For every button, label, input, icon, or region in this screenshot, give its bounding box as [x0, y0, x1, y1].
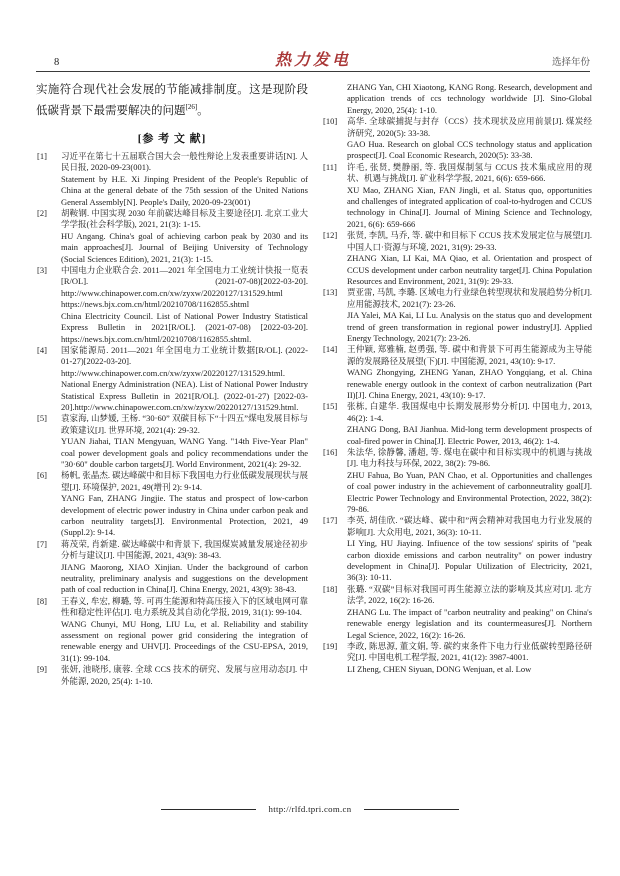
reference-body — [347, 230, 592, 287]
reference-text-zh: 胡鞍钢. 中国实现 2030 年前碳达峰目标及主要途径[J]. 北京工业大学学报(社会科学版), 2021, 21(3): 1-15. — [61, 208, 308, 230]
reference-text-zh: 李英, 胡佳欣. “碳达峰、碳中和”两会精神对我国电力行业发展的影响[J]. 大众用电, 2021, 36(3): 10-11. — [347, 515, 592, 537]
reference-text-en: HU Angang. China's goal of achieving carbon peak by 2030 and its main approaches[J]. Journal of Beijing University of Technology (Social Sciences Edition), 2021, 21(3): 1-15. — [61, 230, 308, 264]
reference-item — [36, 596, 308, 664]
reference-text-zh: 国家能源局. 2011—2021 年全国电力工业统计数据[R/OL]. (2022-01-27)[2022-03-20]. http://www.chinapower.com.cn/xw/zyxw/20220127/131529.html. — [61, 344, 308, 378]
reference-item — [36, 664, 308, 687]
reference-text-en: China Electricity Council. List of National Power Industry Statistical Express Bulletin in 2021[R/OL]. (2021-07-08) [2022-03-20]. https://news.bjx.com.cn/html/20210708/1162855.shtml. — [61, 310, 308, 344]
reference-number: [12] — [323, 230, 338, 241]
reference-text-en: YANG Fan, ZHANG Jingjie. The status and prospect of low-carbon development of electric power industry in China under carbon peak and carbon neutrality targets[J]. Environmental Protection, 2021, 49 (Suppl.2): 9-14. — [61, 493, 308, 538]
reference-number: [4] — [37, 344, 47, 355]
reference-text-en: ZHU Fahua, Bo Yuan, PAN Chao, et al. Opportunities and challenges of coal power industry in the achievement of carbonneutrality goal[J]. Electric Power Technology and Environmental Protection, 2022, 38(2): 79-86. — [347, 469, 592, 515]
reference-item — [322, 584, 592, 641]
reference-body — [61, 265, 308, 345]
reference-text-en: ZHANG Yan, CHI Xiaotong, KANG Rong. Research, development and application trends of ccs technology worldwide [J]. Sino-Global Energy, 2020, 25(4): 1-10. — [347, 82, 592, 115]
reference-number: [15] — [323, 401, 338, 412]
reference-body — [347, 401, 592, 447]
reference-text-en: LI Zheng, CHEN Siyuan, DONG Wenjuan, et al. Low — [347, 663, 532, 674]
references-list-right — [322, 82, 592, 675]
reference-text-zh: 张璐. “双碳”目标对我国可再生能源立法的影响及其应对[J]. 北方法学, 2022, 16(2): 16-26. — [347, 583, 592, 606]
reference-item — [36, 413, 308, 470]
reference-body — [61, 596, 308, 664]
reference-text-zh: 朱法华, 徐静馨, 潘超, 等. 煤电在碳中和目标实现中的机遇与挑战[J]. 电力科技与环保, 2022, 38(2): 79-86. — [347, 447, 592, 469]
reference-body — [347, 447, 592, 515]
reference-body — [61, 345, 308, 413]
reference-item — [322, 82, 592, 116]
reference-text-en: YUAN Jiahai, TIAN Mengyuan, WANG Yang. "14th Five-Year Plan" coal power development goals and policy recommendations under the "30·60" double carbon targets[J]. World Environment, 2021(4): 29-32. — [61, 436, 308, 469]
reference-body — [61, 470, 308, 538]
reference-item — [36, 208, 308, 265]
reference-url: https://news.bjx.com.cn/html/20210708/1162855.shtml — [61, 299, 250, 310]
reference-text-en: LI Ying, HU Jiaying. Infiuence of the tow sessions' spirits of "peak carbon dioxide emissions and carbon neutrality" on power industry development in China[J]. Popular Utilization of Electricity, 2021, 36(3): 10-11. — [347, 538, 592, 583]
reference-text-en: National Energy Administration (NEA). List of National Power Industry Statistical Express Bulletin in 2021[R/OL]. (2022-01-27) [2022-03-20].http://www.chinapower.com.cn/xw/zyxw/20220127/131529.html. — [61, 379, 308, 412]
reference-item — [322, 344, 592, 401]
reference-text-en: GAO Hua. Research on global CCS technology status and application prospect[J]. Coal Economic Research, 2020(5): 33-38. — [347, 139, 592, 161]
reference-text-zh: 高华. 全球碳捕捉与封存（CCS）技术现状及应用前景[J]. 煤炭经济研究, 2020(5): 33-38. — [347, 116, 592, 138]
intro-text-end: 。 — [197, 104, 209, 117]
reference-body — [347, 116, 592, 162]
page-footer — [0, 802, 620, 816]
reference-number: [10] — [323, 116, 338, 127]
reference-body — [347, 344, 592, 401]
reference-item — [36, 539, 308, 596]
reference-item — [36, 151, 308, 208]
reference-number: [16] — [323, 447, 338, 457]
reference-item — [322, 287, 592, 344]
reference-item — [322, 162, 592, 230]
reference-text-en: ZHANG Dong, BAI Jianhua. Mid-long term development prospects of coal-fired power in China[J]. Electric Power, 2013, 46(2): 1-4. — [347, 424, 592, 446]
reference-number: [2] — [37, 208, 47, 219]
reference-item — [322, 515, 592, 583]
reference-text-zh: 张栋, 白建华. 我国煤电中长期发展形势分析[J]. 中国电力, 2013, 46(2): 1-4. — [347, 401, 592, 423]
reference-text-zh: 袁家海, 山梦媛, 王杨. “30·60” 双碳目标下“十四五”煤电发展目标与政策建议[J]. 世界环境, 2021(4): 29-32. — [61, 413, 308, 435]
reference-text-en: ZHANG Lu. The impact of "carbon neutrality and peaking" on China's renewable energy legislation and its countermeasures[J]. Northern Legal Science, 2022, 16(2): 16-26. — [347, 606, 592, 640]
reference-item — [322, 401, 592, 447]
reference-body — [347, 584, 592, 641]
reference-body — [61, 664, 308, 687]
journal-title: 热力发电 — [274, 52, 351, 69]
footer-url: http://rlfd.tpri.com.cn — [268, 804, 352, 814]
left-column — [36, 80, 308, 687]
reference-text-zh: 中国电力企业联合会. 2011—2021 年全国电力工业统计快报一览表 [R/OL]. (2021-07-08)[2022-03-20]. http://www.chinapower.com.cn/xw/zyxw/20220127/131529.html — [61, 265, 308, 298]
reference-item — [322, 116, 592, 162]
reference-number: [1] — [37, 151, 47, 161]
reference-text-en: XU Mao, ZHANG Xian, FAN Jingli, et al. Status quo, opportunities and challenges of integrated application of coal-to-hydrogen and CCUS technology in China[J]. Journal of Mining Science and Technology, 2021, 6(6): 659-666 — [347, 184, 592, 229]
reference-item — [36, 345, 308, 413]
reference-number: [8] — [37, 595, 47, 606]
reference-text-zh: 贾亚雷, 马凯, 李璐. 区域电力行业绿色转型现状和发展趋势分析[J]. 应用能源技术, 2021(7): 23-26. — [347, 287, 592, 309]
reference-item — [36, 470, 308, 538]
reference-number: [5] — [37, 413, 47, 424]
reference-body — [347, 641, 592, 675]
reference-text-zh: 张妍, 池晓彤, 康蓉. 全球 CCS 技术的研究、发展与应用动态[J]. 中外能源, 2020, 25(4): 1-10. — [61, 664, 308, 686]
year-selector[interactable]: 选择年份 — [551, 58, 590, 68]
reference-number: [19] — [323, 640, 338, 651]
references-list-left — [36, 151, 308, 687]
reference-text-zh: 许毛, 张贤, 樊静丽, 等. 我国煤制氢与 CCUS 技术集成应用的现状、机遇与挑战[J]. 矿业科学学报, 2021, 6(6): 659-666. — [347, 161, 592, 184]
references-heading: [参 考 文 献] — [137, 133, 207, 145]
reference-number: [7] — [37, 538, 47, 549]
reference-number: [13] — [323, 287, 338, 298]
reference-text-en: WANG Chunyi, MU Hong, LIU Lu, et al. Reliability and stability assessment on regional power grid considering the integration of renewable energy and UHV[J]. Proceedings of the CSU-EPSA, 2019, 31(1): 99-104. — [61, 618, 308, 663]
reference-number: [18] — [323, 583, 338, 594]
reference-text-en: WANG Zhongying, ZHENG Yanan, ZHAO Yongqiang, et al. China renewable energy outlook in the context of carbon neutralization (Part II)[J]. China Energy, 2021, 43(10): 9-17. — [347, 367, 592, 400]
right-column — [322, 82, 592, 675]
reference-body — [61, 208, 308, 265]
reference-text-zh: 张贤, 李凯, 马乔, 等. 碳中和目标下 CCUS 技术发展定位与展望[J]. 中国人口·资源与环境, 2021, 31(9): 29-33. — [347, 230, 592, 252]
reference-text-zh: 习近平在第七十五届联合国大会一般性辩论上发表重要讲话[N]. 人民日报, 2020-09-23(001). — [61, 151, 308, 173]
footer-rule-left — [161, 809, 256, 810]
reference-body — [61, 151, 308, 208]
reference-text-en: JIA Yalei, MA Kai, LI Lu. Analysis on the status quo and development trend of green transformation in regional power industry[J]. Applied Energy Technology, 2021(7): 23-26. — [347, 310, 592, 343]
intro-paragraph — [36, 80, 308, 121]
reference-text-zh: 王春义, 牟宏, 柳璐, 等. 可再生能源和特高压接入下的区域电网可靠性和稳定性评估[J]. 电力系统及其自动化学报, 2019, 31(1): 99-104. — [61, 595, 308, 618]
reference-text-en: ZHANG Xian, LI Kai, MA Qiao, et al. Orientation and prospect of CCUS development under carbon neutrality target[J]. China Population Resources and Environment, 2021, 31(9): 29-33. — [347, 253, 592, 286]
reference-body — [347, 287, 592, 344]
reference-item — [36, 265, 308, 345]
reference-number: [9] — [37, 664, 47, 675]
reference-item — [322, 230, 592, 287]
reference-body — [61, 413, 308, 470]
reference-number: [11] — [323, 161, 337, 172]
reference-number: [17] — [323, 515, 338, 526]
page-number: 8 — [54, 57, 60, 68]
reference-text-zh: 王仲颖, 郑雅楠, 赵勇强, 等. 碳中和背景下可再生能源成为主导能源的发展路径及展望(下)[J]. 中国能源, 2021, 43(10): 9-17. — [347, 344, 592, 366]
citation-superscript: [26] — [185, 102, 198, 111]
reference-text-en: JIANG Maorong, XIAO Xinjian. Under the background of carbon neutrality, preliminary analysis and suggestions on the development path of coal reduction in China[J]. China Energy, 2021, 43(9): 38-43. — [61, 561, 308, 595]
reference-text-zh: 杨帆, 张晶杰. 碳达峰碳中和目标下我国电力行业低碳发展现状与展望[J]. 环境保护, 2021, 49(增刊 2): 9-14. — [61, 470, 308, 492]
reference-text-zh: 蒋茂荣, 肖新建. 碳达峰碳中和背景下, 我国煤炭减量发展途径初步分析与建议[J]. 中国能源, 2021, 43(9): 38-43. — [61, 538, 308, 561]
reference-number: [3] — [37, 265, 47, 276]
reference-number: [14] — [323, 344, 338, 355]
reference-item — [322, 447, 592, 515]
reference-number: [6] — [37, 470, 47, 481]
reference-number — [322, 82, 347, 116]
reference-body — [347, 162, 592, 230]
reference-body — [347, 515, 592, 583]
reference-text-zh: 李政, 陈思源, 董文娟, 等. 碳约束条件下电力行业低碳转型路径研究[J]. 中国电机工程学报, 2021, 41(12): 3987-4001. — [347, 640, 592, 663]
reference-body — [347, 82, 592, 116]
intro-text: 实施符合现代社会发展的节能减排制度。这是现阶段低碳背景下最需要解决的问题 — [36, 84, 308, 117]
reference-body — [61, 539, 308, 596]
reference-text-en: Statement by H.E. Xi Jinping President of the People's Republic of China at the general debate of the 75th session of the United Nations General Assembly[N]. People's Daily, 2020-09-23(001) — [61, 173, 308, 207]
page-header — [36, 50, 590, 72]
footer-rule-right — [364, 809, 459, 810]
reference-item — [322, 641, 592, 675]
